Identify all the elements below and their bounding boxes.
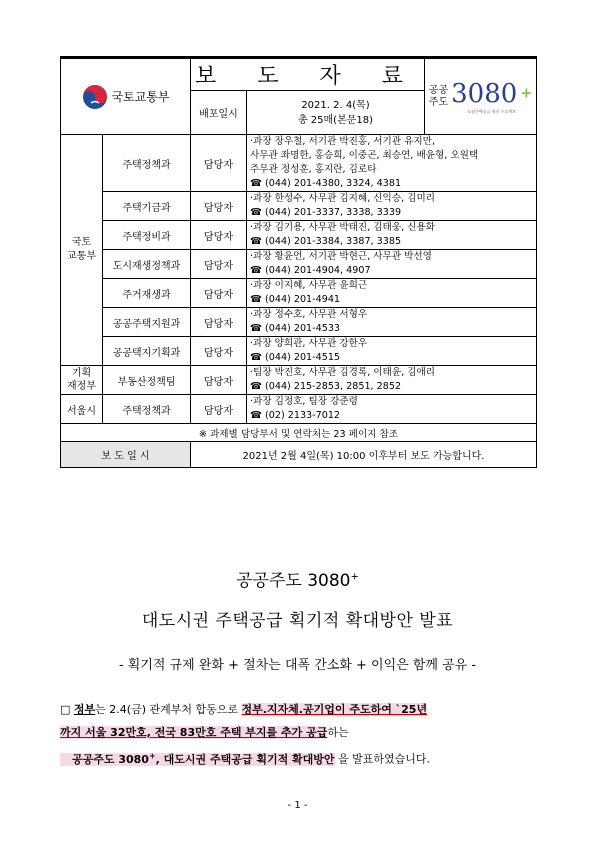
contact-info: ·과장 양희관, 사무관 강한우 ☎ (044) 201-4515	[247, 337, 537, 366]
contact-info: ·과장 장우철, 서기관 박진홍, 서기관 유지만, 사무관 좌명한, 홍승희, 이중곤, 최승연, 배윤형, 오원택 주무관 정성훈, 홍지란, 김로타 ☎ (044) 201-4380, 3324, 4381	[247, 135, 537, 192]
contact-info: ·과장 김정호, 팀장 강준령 ☎ (02) 2133-7012	[247, 395, 537, 424]
dept-name: 부동산정책팀	[103, 366, 191, 395]
contact-info: ·과장 황윤언, 서기관 박현근, 사무관 박선영 ☎ (044) 201-4904, 4907	[247, 250, 537, 279]
distribution-date: 2021. 2. 4(목)	[301, 99, 370, 111]
body-highlight-1: 정부.지자체.공기업이 주도하여 `25년	[241, 703, 428, 716]
charge-label: 담당자	[191, 221, 247, 250]
brand-tagline: 도심주택공급 혁신 프로젝트	[467, 108, 517, 114]
charge-label: 담당자	[191, 250, 247, 279]
charge-label: 담당자	[191, 279, 247, 308]
release-value: 2021년 2월 4일(목) 10:00 이후부터 보도 가능합니다.	[191, 442, 537, 468]
distribution-info	[247, 91, 425, 135]
body-highlight-2: 까지 서울 32만호, 전국 83만호 주택 부지를 추가 공급	[60, 726, 328, 739]
ministry-emblem-icon	[82, 84, 108, 110]
contact-info: ·과장 이지혜, 사무관 윤희근 ☎ (044) 201-4941	[247, 279, 537, 308]
contact-info: ·과장 김기용, 사무관 박태진, 김태웅, 신용화 ☎ (044) 201-3384, 3387, 3385	[247, 221, 537, 250]
dept-name: 주택정책과	[103, 135, 191, 192]
ministry-name: 국토교통부	[111, 90, 170, 104]
distribution-label: 배포일시	[191, 91, 247, 135]
body-subject: 정부	[73, 703, 96, 716]
headline-subtitle: - 획기적 규제 완화 + 절차는 대폭 간소화 + 이익은 함께 공유 -	[118, 658, 477, 673]
dept-name: 주택정비과	[103, 221, 191, 250]
dept-name: 주택기금과	[103, 192, 191, 221]
dept-name: 공공택지기획과	[103, 337, 191, 366]
distribution-pages: 총 25매(본문18)	[297, 114, 374, 126]
body-paragraph: □ 정부는 2.4(금) 관계부처 합동으로 정부.지자체.공기업이 주도하여 `25년 까지 서울 32만호, 전국 83만호 주택 부지를 추가 공급하는 공공주도 3080+, 대도시권 주택공급 획기적 확대방안 을 발표하였습니다.	[60, 703, 431, 766]
bullet-icon: □	[60, 703, 71, 716]
charge-label: 담당자	[191, 135, 247, 192]
document-title: 보 도 자 료	[191, 58, 425, 91]
dept-name: 주거재생과	[103, 279, 191, 308]
contact-note: ※ 과제별 담당부서 및 연락처는 23 페이지 참조	[61, 424, 537, 442]
charge-label: 담당자	[191, 192, 247, 221]
headline-sub: 대도시권 주택공급 획기적 확대방안 발표	[141, 611, 454, 631]
brand-logo-cell	[425, 58, 537, 135]
dept-name: 도시재생정책과	[103, 250, 191, 279]
dept-name: 공공주택지원과	[103, 308, 191, 337]
brand-number: 3080	[451, 78, 518, 109]
charge-label: 담당자	[191, 366, 247, 395]
body-highlight-3: 공공주도 3080+, 대도시권 주택공급 획기적 확대방안	[60, 753, 335, 766]
brand-left-bottom: 주도	[428, 96, 449, 108]
charge-label: 담당자	[191, 337, 247, 366]
release-label: 보 도 일 시	[61, 442, 191, 468]
org-molit: 국토 교통부	[61, 135, 103, 366]
dept-name: 주택정책과	[103, 395, 191, 424]
press-release-table	[60, 56, 537, 468]
contact-info: ·팀장 박진호, 사무관 김경록, 이태윤, 김애리 ☎ (044) 215-2853, 2851, 2852	[247, 366, 537, 395]
org-moef: 기획 재정부	[61, 366, 103, 395]
brand-left-top: 공공	[428, 84, 449, 96]
org-seoul: 서울시	[61, 395, 103, 424]
charge-label: 담당자	[191, 308, 247, 337]
headline-main: 공공주도 3080+	[236, 571, 359, 591]
page-number: - 1 -	[287, 800, 308, 811]
contact-info: ·과장 한성수, 사무관 김지혜, 신익승, 김미리 ☎ (044) 201-3337, 3338, 3339	[247, 192, 537, 221]
contact-info: ·과장 정수호, 사무관 서형우 ☎ (044) 201-4533	[247, 308, 537, 337]
brand-plus: +	[520, 85, 533, 102]
ministry-logo-cell	[61, 58, 191, 135]
charge-label: 담당자	[191, 395, 247, 424]
